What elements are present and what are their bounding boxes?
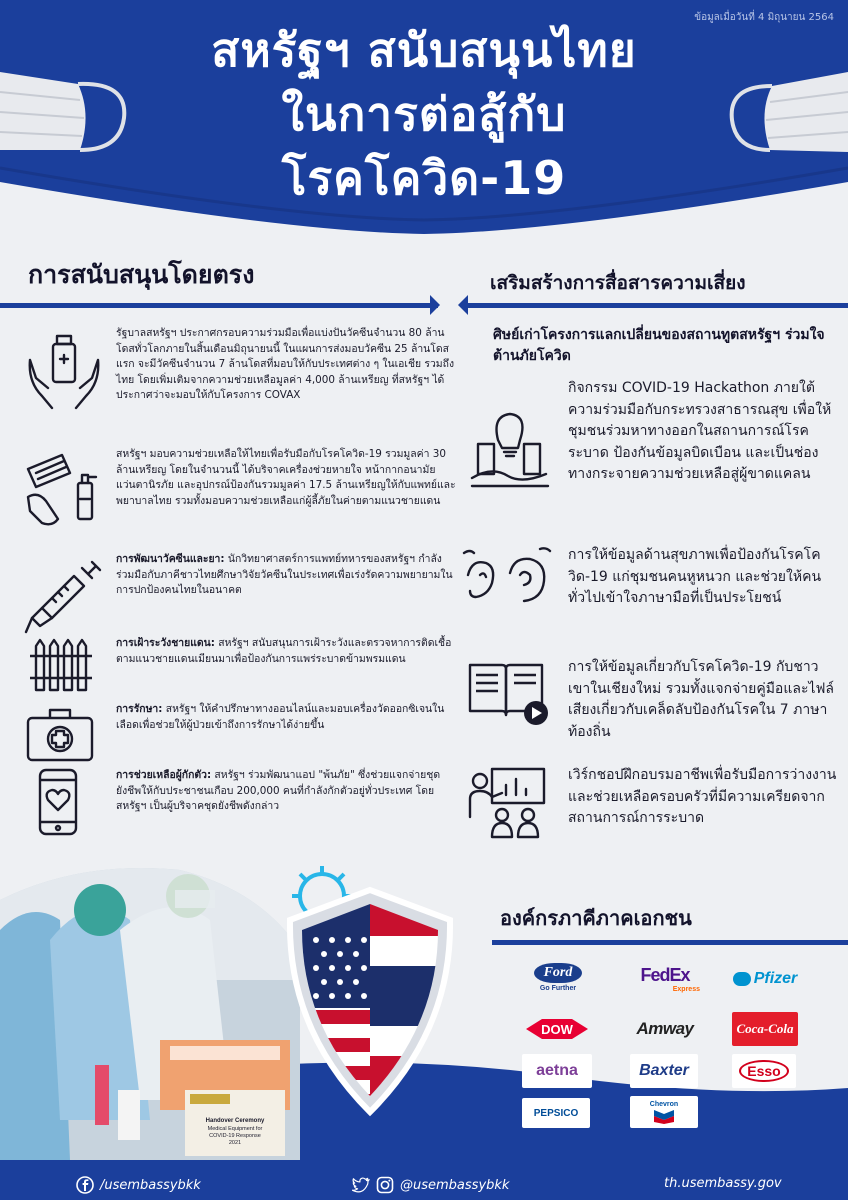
social-handle: @usembassybkk xyxy=(400,1177,510,1193)
header xyxy=(0,0,848,240)
website-url: th.usembassy.gov xyxy=(664,1176,782,1191)
esso-logo: Esso xyxy=(732,1054,796,1088)
facebook-handle: /usembassybkk xyxy=(100,1177,201,1193)
fence-icon xyxy=(22,636,106,696)
syringe-icon xyxy=(22,552,106,636)
us-thai-shield-icon xyxy=(270,860,470,1120)
coca-cola-logo: Coca-Cola xyxy=(732,1012,798,1046)
footer-facebook[interactable] xyxy=(76,1176,201,1194)
fedex-logo: FedEx Express xyxy=(640,965,700,993)
dow-logo xyxy=(522,1012,592,1046)
workshop-presentation-icon xyxy=(462,765,554,841)
sign-language-icon xyxy=(462,545,554,615)
partners-title: องค์กรภาคีภาคเอกชน xyxy=(500,906,692,930)
title-line-3: โรคโควิด-19 xyxy=(281,151,567,205)
footer-social[interactable] xyxy=(352,1176,509,1194)
pepsico-logo: PEPSICO xyxy=(522,1098,590,1128)
svg-text:Handover Ceremony: Handover Ceremony xyxy=(205,1118,265,1124)
vaccine-hands-icon xyxy=(22,326,106,410)
right-section-divider xyxy=(468,303,848,308)
right-divider-arrow xyxy=(458,295,468,315)
title-line-1: สหรัฐฯ สนับสนุนไทย xyxy=(211,23,637,77)
footer-website[interactable] xyxy=(664,1176,782,1191)
hackathon-idea-icon xyxy=(462,406,554,498)
left-section-divider xyxy=(0,303,438,308)
medical-kit-icon xyxy=(22,702,106,766)
pfizer-mark-icon xyxy=(733,972,751,986)
risk-text-sign-language: การให้ข้อมูลด้านสุขภาพเพื่อป้องกันโรคโควิด-19 แก่ชุมชนคนหูหนวก และช่วยให้คนทั่วไปเข้าใจภาษามือที่เป็นประโยชน์ xyxy=(568,547,822,606)
support-text-vaccine-sharing: รัฐบาลสหรัฐฯ ประกาศกรอบความร่วมมือเพื่อแบ่งปันวัคซีนจำนวน 80 ล้านโดสทั่วโลกภายในสิ้นเดือนมิถุนายนนี้ ในแผนการส่งมอบวัคซีน 25 ล้านโดสแรก จะมีวัคซีนจำนวน 7 ล้านโดสที่มอบให้กับประเทศต่าง ๆ ในเอเชีย รวมถึงไทย โดยเพิ่มเติมจากความช่วยเหลือมูลค่า 4,000 ล้านเหรียญ ที่สหรัฐฯ ได้ประกาศว่าจะมอบให้กับโครงการ COVAX xyxy=(116,327,455,402)
svg-text:DOW: DOW xyxy=(541,1022,573,1037)
svg-text:2021: 2021 xyxy=(228,1140,242,1146)
book-video-icon xyxy=(462,657,554,727)
aetna-logo: aetna xyxy=(522,1054,592,1088)
support-text-border-surveillance: การเฝ้าระวังชายแดน: สหรัฐฯ สนับสนุนการเฝ้าระวังและตรวจหาการติดเชื้อตามแนวชายแดนเมียนมาเพื่อป้องกันการแพร่ระบาดข้ามพรมแดน xyxy=(116,637,452,665)
support-text-treatment: การรักษา: สหรัฐฯ ให้คำปรึกษาทางออนไลน์และมอบเครื่องวัดออกซิเจนในเลือดเพื่อช่วยให้ผู้ป่วยเข้าถึงการรักษาได้ง่ายขึ้น xyxy=(116,703,445,731)
title-line-2: ในการต่อสู้กับ xyxy=(281,87,567,141)
face-mask-right-icon xyxy=(728,58,848,168)
face-mask-left-icon xyxy=(0,58,130,168)
support-text-equipment: สหรัฐฯ มอบความช่วยเหลือให้ไทยเพื่อรับมือกับโรคโควิด-19 รวมมูลค่า 30 ล้านเหรียญ โดยในจำนวนนี้ ได้บริจาคเครื่องช่วยหายใจ หน้ากากอนามัย แว่นตานิรภัย และอุปกรณ์ป้องกันรวมมูลค่า 17.5 ล้านเหรียญให้กับแพทย์และพยาบาลไทย รวมทั้งมอบความช่วยเหลือแก่ผู้ลี้ภัยในค่ายตามแนวชายแดน xyxy=(116,448,456,507)
twitter-icon xyxy=(352,1176,370,1194)
svg-text:COVID-19 Response: COVID-19 Response xyxy=(209,1133,261,1139)
left-divider-arrow xyxy=(430,295,440,315)
chevron-logo: Chevron xyxy=(630,1096,698,1128)
support-text-quarantine: การช่วยเหลือผู้กักตัว: สหรัฐฯ ร่วมพัฒนาแอป "พ้นภัย" ซึ่งช่วยแจกจ่ายชุดยังชีพให้กับประชาชนเกือบ 200,000 คนที่กำลังกักตัวอยู่ทั่วประเทศ โดยสหรัฐฯ เป็นผู้บริจาคชุดยังชีพดังกล่าว xyxy=(116,769,441,813)
chevron-mark-icon xyxy=(653,1108,675,1124)
instagram-icon xyxy=(376,1176,394,1194)
phone-heart-icon xyxy=(22,768,106,838)
medical-staff-photo xyxy=(0,860,300,1160)
pfizer-logo: Pfizer xyxy=(730,962,800,996)
alumni-subtitle: ศิษย์เก่าโครงการแลกเปลี่ยนของสถานทูตสหรัฐฯ ร่วมใจต้านภัยโควิด xyxy=(493,327,825,364)
risk-text-workshop: เวิร์กชอปฝึกอบรมอาชีพเพื่อรับมือการว่างงานและช่วยเหลือครอบครัวที่มีความเครียดจากสถานการณ์การระบาด xyxy=(568,767,837,826)
risk-text-hill-tribes: การให้ข้อมูลเกี่ยวกับโรคโควิด-19 กับชาวเขาในเชียงใหม่ รวมทั้งแจกจ่ายคู่มือและไฟล์เสียงเกี่ยวกับเคล็ดลับป้องกันโรคใน 7 ภาษาท้องถิ่น xyxy=(568,659,834,740)
partners-divider xyxy=(492,940,848,945)
support-text-vaccine-research: การพัฒนาวัคซีนและยา: นักวิทยาศาสตร์การแพทย์ทหารของสหรัฐฯ กำลังร่วมมือกับภาคีชาวไทยศึกษาวิจัยวัคซีนในประเทศเพื่อเร่งรัดความพยายามในการปกป้องคนไทยในอนาคต xyxy=(116,553,453,597)
svg-text:Medical Equipment for: Medical Equipment for xyxy=(207,1126,263,1132)
direct-support-title: การสนับสนุนโดยตรง xyxy=(28,260,255,289)
risk-communication-title: เสริมสร้างการสื่อสารความเสี่ยง xyxy=(490,272,746,294)
ford-logo: Ford Go Further xyxy=(524,960,592,994)
amway-logo: Amway xyxy=(636,1019,694,1038)
risk-text-hackathon: กิจกรรม COVID-19 Hackathon ภายใต้ความร่วมมือกับกระทรวงสาธารณสุข เพื่อให้ชุมชนร่วมหาทางออกในสถานการณ์โรคระบาด ป้องกันข้อมูลบิดเบือน และเป็นช่องทางกระจายความช่วยเหลือสู่ผู้ขาดแคลน xyxy=(568,380,832,482)
facebook-icon xyxy=(76,1176,94,1194)
baxter-logo: Baxter xyxy=(630,1054,698,1088)
date-note: ข้อมูลเมื่อวันที่ 4 มิถุนายน 2564 xyxy=(694,12,834,23)
mask-sanitizer-icon xyxy=(22,447,106,531)
